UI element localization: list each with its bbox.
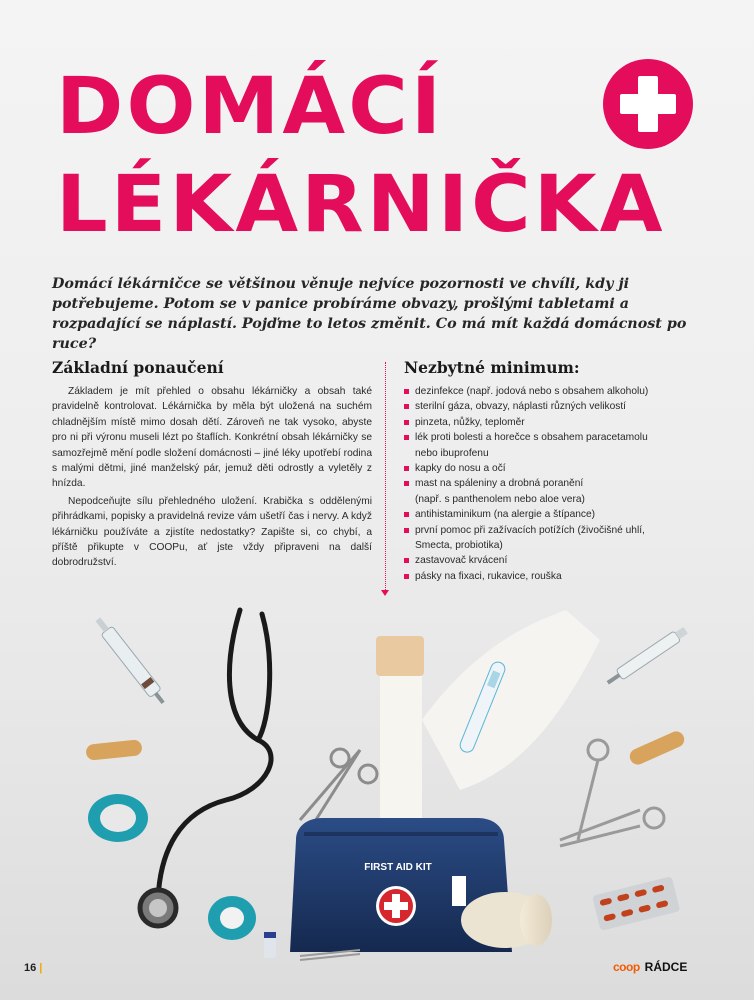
adhesive-tape-icon (208, 896, 256, 940)
lead-paragraph: Domácí lékárničce se většinou věnuje nejvíce pozornosti ve chvíli, kdy ji potřebujeme. Potom se v panice probíráme obvazy, prošlými tabletami a rozpadající se náplastí. Pojďme to letos změnit. Co má mít každá domácnost po ruce? (52, 276, 687, 352)
essential-list-item (404, 461, 704, 476)
square-bullet-icon (404, 404, 409, 409)
medical-plus-icon (603, 59, 693, 149)
essential-list-item (404, 384, 704, 399)
column-divider (385, 362, 386, 594)
essential-item-text: zastavovač krvácení (415, 555, 508, 567)
essential-item-text: antihistaminikum (na alergie a štípance) (415, 509, 596, 521)
arrow-down-icon (381, 590, 389, 596)
essential-item-text: mast na spáleniny a drobná poranění (415, 478, 584, 490)
basic-advice-heading: Základní ponaučení (52, 358, 224, 377)
clamp-icon (300, 749, 377, 826)
body-paragraph: Nepodceňujte sílu přehledného uložení. Krabička s oddělenými přihrádkami, popisky a pravidelná revize vám ušetří čas i nervy. A když lékárničku používáte a zjistíte nedostatky? Zapište si, co chybí, a příště přikupte v COOPu, ať jste vždy připraveni na další dobrodružství. (52, 495, 372, 569)
essential-item-text: pásky na fixaci, rukavice, rouška (415, 570, 562, 582)
square-bullet-icon (404, 574, 409, 579)
square-bullet-icon (404, 389, 409, 394)
square-bullet-icon (404, 466, 409, 471)
brand-logo (613, 960, 687, 974)
essential-item-text: první pomoc při zažívacích potížích (živočišné uhlí, (415, 524, 645, 536)
page-title (56, 58, 666, 254)
essential-minimum-section (404, 358, 704, 584)
essential-item-continuation: (např. s panthenolem nebo aloe vera) (415, 493, 585, 505)
essential-item-text: kapky do nosu a očí (415, 463, 506, 475)
essential-item-continuation: nebo ibuprofenu (415, 447, 489, 459)
plaster-right-icon (627, 729, 686, 767)
essential-list-item (404, 476, 704, 507)
plaster-left-icon (85, 739, 142, 761)
page-number: 16 | (24, 962, 43, 974)
essential-list-item (404, 523, 704, 554)
essential-list-item (404, 430, 704, 461)
square-bullet-icon (404, 512, 409, 517)
basic-advice-section (52, 358, 372, 571)
coop-logo: coop (613, 960, 640, 974)
bandage-front-icon (461, 892, 552, 948)
essential-item-text: pinzeta, nůžky, teploměr (415, 416, 525, 428)
essential-list-item (404, 553, 704, 568)
stethoscope-icon (140, 610, 271, 926)
title-line-1: DOMÁCÍ (56, 62, 445, 152)
title-line-2: LÉKÁRNIČKA (56, 160, 666, 250)
pill-blister-icon (592, 876, 680, 931)
syringe-left-icon (92, 615, 168, 707)
square-bullet-icon (404, 420, 409, 425)
square-bullet-icon (404, 558, 409, 563)
vial-icon (264, 932, 276, 958)
essential-item-text: lék proti bolesti a horečce s obsahem paracetamolu (415, 432, 648, 444)
first-aid-illustration (0, 600, 754, 1000)
essential-list-item (404, 569, 704, 584)
body-paragraph: Základem je mít přehled o obsahu lékárničky a obsah také pravidelně kontrolovat. Lékárnička by měla být uložená na suchém chladnějším místě mimo dosah dětí. Zároveň ne tak vysoko, abyste pro ni při výronu museli lézt po štaflích. Konkrétní obsah lékárničky se samozřejmě mění podle složení domácnosti – jiné léky upotřebí rodina s malými dětmi, jiné manželský pár, jemuž děti odrostly a vyletěly z hnízda. (52, 386, 372, 490)
essential-list-item (404, 399, 704, 414)
square-bullet-icon (404, 528, 409, 533)
essential-item-text: dezinfekce (např. jodová nebo s obsahem alkoholu) (415, 386, 649, 397)
tape-roll-icon (88, 794, 148, 842)
essential-list-item (404, 415, 704, 430)
square-bullet-icon (404, 481, 409, 486)
essential-minimum-heading: Nezbytné minimum: (404, 358, 580, 377)
radce-title: RÁDCE (644, 960, 688, 974)
essential-item-text: sterilní gáza, obvazy, náplasti různých velikostí (415, 401, 627, 413)
bag-label: FIRST AID KIT (364, 862, 432, 873)
square-bullet-icon (404, 435, 409, 440)
syringe-right-icon (604, 625, 689, 688)
essential-list (404, 384, 704, 584)
essential-item-continuation: Smecta, probiotika) (415, 540, 503, 552)
essential-list-item (404, 507, 704, 522)
